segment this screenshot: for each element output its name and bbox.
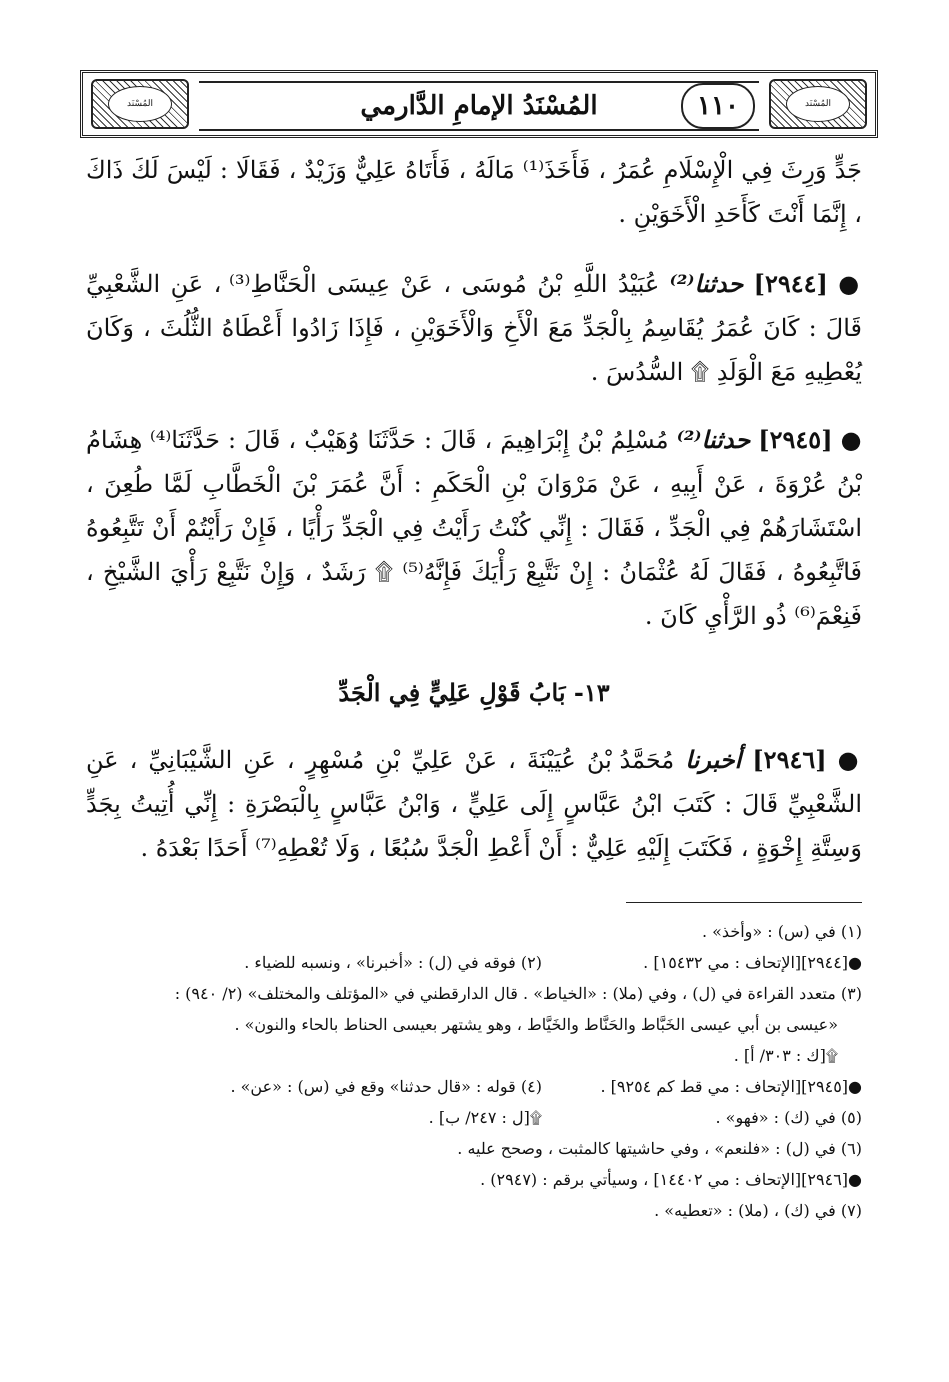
ornament-seal-icon: المُسْنَد [108, 86, 172, 122]
hadith-2946 [86, 738, 862, 870]
hadith-continuation [86, 148, 862, 236]
footnote-row [86, 947, 862, 978]
hadith-number: [٢٩٤٤] [753, 269, 828, 298]
manuscript-reference: ۩[ك : ٣٠٣/ أ] . [733, 1046, 838, 1065]
page-number: ١١٠ [681, 83, 755, 129]
hadith-text: عُبَيْدُ اللَّهِ بْنُ مُوسَى ، عَنْ عِيسَى الْحَنَّاطِ⁽³⁾ ، عَنِ الشَّعْبِيِّ قَالَ : كَانَ عُمَرُ يُقَاسِمُ بِالْجَدِّ مَعَ الْأَخِ وَالْأَخَوَيْنِ ، فَإِذَا زَادُوا أَعْطَاهُ الثُّلُثَ ، وَكَانَ يُعْطِيهِ مَعَ الْوَلَدِ ۩ السُّدُسَ . [86, 270, 862, 386]
footnote-divider [626, 902, 862, 903]
hadith-bullet: ● [840, 425, 862, 454]
header-ornament-right [769, 79, 867, 129]
footnote-2: (٢) فوقه في (ل) : «أخبرنا» ، ونسبه للضياء . [244, 953, 542, 972]
hadith-bullet: ● [838, 269, 862, 298]
footnote-4: (٤) قوله : «قال حدثنا» وقع في (س) : «عن» . [230, 1077, 542, 1096]
footnote-3-quote: «عيسى بن أبي عيسى الخَبَّاط والحَنَّاط والخَيَّاط ، وهو يشتهر بعيسى الحناط بالحاء والنون» . [234, 1015, 838, 1034]
footnote-row [86, 1071, 862, 1102]
footnote-3: (٣) متعدد القراءة في (ل) ، وفي (ملا) : «الخياط» . قال الدارقطني في «المؤتلف والمختلف» (٢/ ٩٤٠) : [174, 984, 862, 1003]
page-header [80, 70, 878, 138]
footnote-1: (١) في (س) : «وأخذ» . [701, 922, 862, 941]
hadith-text: مُسْلِمُ بْنُ إِبْرَاهِيمَ ، قَالَ : حَدَّثَنَا وُهَيْبٌ ، قَالَ : حَدَّثَنَا⁽⁴⁾ هِشَامُ بْنُ عُرْوَةَ ، عَنْ أَبِيهِ ، عَنْ مَرْوَانَ بْنِ الْحَكَمِ : أَنَّ عُمَرَ بْنَ الْخَطَّابِ لَمَّا طُعِنَ ، اسْتَشَارَهُمْ فِي الْجَدِّ ، فَقَالَ : إِنِّي كُنْتُ رَأَيْتُ فِي الْجَدِّ رَأْيًا ، فَإِنْ رَأَيْتُمْ أَنْ تَتَّبِعُوهُ فَاتَّبِعُوهُ ، فَقَالَ لَهُ عُثْمَانُ : إِنْ نَتَّبِعْ رَأْيَكَ فَإِنَّهُ⁽⁵⁾ ۩ رَشَدٌ ، وَإِنْ نَتَّبِعْ رَأْيَ الشَّيْخِ ، فَنِعْمَ⁽⁶⁾ ذُو الرَّأْيِ كَانَ . [86, 426, 862, 630]
hadith-text: جَدٍّ وَرِثَ فِي الْإِسْلَامِ عُمَرُ ، فَأَخَذَ⁽¹⁾ مَالَهُ ، فَأَتَاهُ عَلِيٌّ وَزَيْدٌ ، فَقَالَا : لَيْسَ لَكَ ذَاكَ ، إِنَّمَا أَنْتَ كَأَحَدِ الْأَخَوَيْنِ . [86, 156, 862, 228]
hadith-bullet: ● [837, 745, 862, 774]
footnote-6: (٦) في (ل) : «فلنعم» ، وفي حاشيتها كالمثبت ، وصحح عليه . [457, 1139, 862, 1158]
hadith-number: [٢٩٤٦] [752, 745, 827, 774]
transmission-verb: أخبرنا [685, 745, 742, 774]
manuscript-reference: ۩[ل : ٢٤٧/ ب] . [428, 1108, 542, 1127]
ithaf-reference: ●[٢٩٤٥][الإتحاف : مي قط كم ٩٢٥٤] . [600, 1077, 862, 1096]
hadith-text: مُحَمَّدُ بْنُ عُيَيْنَةَ ، عَنْ عَلِيِّ بْنِ مُسْهِرٍ ، عَنِ الشَّيْبَانِيِّ ، عَنِ الشَّعْبِيِّ قَالَ : كَتَبَ ابْنُ عَبَّاسٍ إِلَى عَلِيٍّ ، وَابْنُ عَبَّاسٍ بِالْبَصْرَةِ : إِنِّي أُتِيتُ بِجَدٍّ وَسِتَّةِ إِخْوَةٍ ، فَكَتَبَ إِلَيْهِ عَلِيٌّ : أَنْ أَعْطِ الْجَدَّ سُبُعًا ، وَلَا تُعْطِهِ⁽⁷⁾ أَحَدًا بَعْدَهُ . [86, 746, 862, 862]
header-ornament-left [91, 79, 189, 129]
ornament-seal-icon: المُسْنَد [786, 86, 850, 122]
header-title-strip [199, 81, 759, 131]
footnotes [86, 916, 862, 1226]
chapter-title: ١٣- بَابُ قَوْلِ عَلِيٍّ فِي الْجَدِّ [338, 678, 610, 707]
transmission-verb: حدثنا⁽²⁾ [676, 425, 751, 454]
hadith-number: [٢٩٤٥] [758, 425, 833, 454]
running-title: المُسْنَدُ الإمامِ الدَّارمي [360, 91, 598, 121]
footnote-7: (٧) في (ك) ، (ملا) : «تعطيه» . [654, 1201, 862, 1220]
footnote-row [86, 1102, 862, 1133]
footnote-5: (٥) في (ك) : «فهو» . [715, 1108, 862, 1127]
hadith-2945 [86, 418, 862, 638]
transmission-verb: حدثنا⁽²⁾ [669, 269, 744, 298]
ithaf-reference: ●[٢٩٤٦][الإتحاف : مي ١٤٤٠٢] ، وسيأتي برقم : (٢٩٤٧) . [480, 1170, 862, 1189]
hadith-2944 [86, 262, 862, 394]
ithaf-reference: ●[٢٩٤٤][الإتحاف : مي ١٥٤٣٢] . [643, 953, 862, 972]
